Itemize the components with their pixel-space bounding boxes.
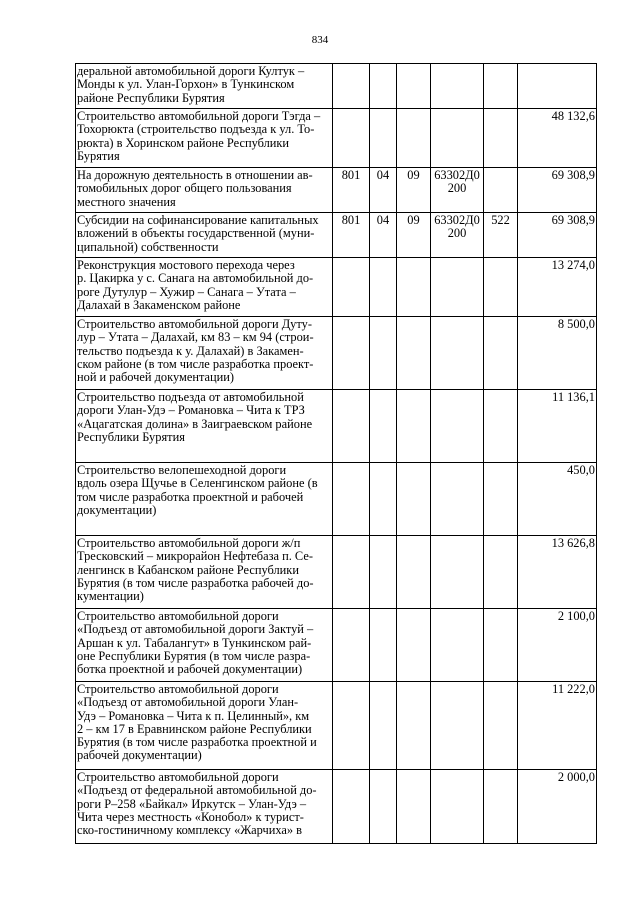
description-line: вложений в объекты государственной (муни- bbox=[77, 226, 315, 241]
budget-table bbox=[75, 63, 597, 844]
section-code bbox=[370, 109, 397, 168]
description-line: Строительство автомобильной дороги Дуту- bbox=[77, 317, 312, 331]
target-article-code bbox=[431, 317, 484, 390]
subsection-code bbox=[397, 64, 431, 109]
description-line: тельство подъезда к у. Далахай) в Закамен- bbox=[77, 343, 304, 358]
expense-type-code bbox=[484, 463, 518, 536]
section-code bbox=[370, 390, 397, 463]
table-row bbox=[76, 609, 597, 682]
subsection-code bbox=[397, 390, 431, 463]
expense-type-code bbox=[484, 109, 518, 168]
ministry-code bbox=[333, 390, 370, 463]
target-article-code bbox=[431, 609, 484, 682]
ministry-code: 801 bbox=[333, 168, 370, 213]
table-row bbox=[76, 536, 597, 609]
target-code-line: 200 bbox=[447, 181, 467, 196]
description-line: Чита через местность «Конобол» к турист- bbox=[77, 809, 304, 824]
ministry-code bbox=[333, 536, 370, 609]
table-row bbox=[76, 258, 597, 317]
description-line: Строительство автомобильной дороги bbox=[77, 609, 279, 623]
description-line: Аршан к ул. Табалангут» в Тункинском рай- bbox=[77, 635, 312, 650]
description-line: рюкта) в Хоринском районе Республики bbox=[77, 135, 290, 150]
description-line: кументации) bbox=[77, 589, 144, 604]
description-line: Строительство подъезда от автомобильной bbox=[77, 390, 304, 404]
description-line: «Подъезд от автомобильной дороги Зактуй – bbox=[77, 622, 314, 637]
section-code bbox=[370, 317, 397, 390]
description-line: Удэ – Романовка – Чита к п. Целинный», км bbox=[77, 708, 310, 723]
description-line: документации) bbox=[77, 502, 157, 517]
description-line: Строительство автомобильной дороги Тэгда – bbox=[77, 109, 321, 123]
description-line: Строительство автомобильной дороги ж/п bbox=[77, 536, 301, 550]
description-line: районе Республики Бурятия bbox=[77, 90, 225, 105]
row-description bbox=[76, 317, 333, 390]
subsection-code: 09 bbox=[397, 213, 431, 258]
row-description bbox=[76, 168, 333, 213]
row-description bbox=[76, 463, 333, 536]
description-line: вдоль озера Щучье в Селенгинском районе (в bbox=[77, 476, 318, 491]
description-line: ско-гостиничному комплексу «Жарчиха» в bbox=[77, 823, 303, 838]
section-code bbox=[370, 770, 397, 844]
target-code-line: 63302Д0 bbox=[434, 213, 480, 227]
subsection-code bbox=[397, 463, 431, 536]
description-line: ботка проектной и рабочей документации) bbox=[77, 662, 303, 677]
row-description bbox=[76, 536, 333, 609]
expense-type-code bbox=[484, 258, 518, 317]
ministry-code bbox=[333, 463, 370, 536]
table-row bbox=[76, 64, 597, 109]
section-code bbox=[370, 463, 397, 536]
description-line: Строительство автомобильной дороги bbox=[77, 770, 279, 784]
row-description bbox=[76, 682, 333, 770]
description-line: Бурятия bbox=[77, 148, 120, 163]
ministry-code: 801 bbox=[333, 213, 370, 258]
ministry-code bbox=[333, 258, 370, 317]
description-line: «Подъезд от автомобильной дороги Улан- bbox=[77, 695, 299, 710]
amount: 13 626,8 bbox=[518, 536, 597, 609]
description-line: деральной автомобильной дороги Култук – bbox=[77, 64, 305, 78]
description-line: «Ацагатская долина» в Заиграевском районе bbox=[77, 416, 313, 431]
expense-type-code bbox=[484, 390, 518, 463]
amount: 69 308,9 bbox=[518, 168, 597, 213]
row-description bbox=[76, 109, 333, 168]
expense-type-code bbox=[484, 682, 518, 770]
row-description bbox=[76, 390, 333, 463]
amount: 11 222,0 bbox=[518, 682, 597, 770]
table-row bbox=[76, 463, 597, 536]
target-code-line: 63302Д0 bbox=[434, 168, 480, 182]
description-line: ципальной) собственности bbox=[77, 239, 219, 254]
row-description bbox=[76, 609, 333, 682]
subsection-code bbox=[397, 682, 431, 770]
target-article-code bbox=[431, 536, 484, 609]
expense-type-code bbox=[484, 536, 518, 609]
section-code bbox=[370, 536, 397, 609]
description-line: Республики Бурятия bbox=[77, 429, 185, 444]
section-code: 04 bbox=[370, 213, 397, 258]
table-row bbox=[76, 213, 597, 258]
target-article-code bbox=[431, 258, 484, 317]
description-line: томобильных дорог общего пользования bbox=[77, 181, 292, 196]
description-line: дороги Улан-Удэ – Романовка – Чита к ТРЗ bbox=[77, 403, 305, 418]
description-line: На дорожную деятельность в отношении ав- bbox=[77, 168, 313, 182]
description-line: «Подъезд от федеральной автомобильной до- bbox=[77, 783, 317, 798]
description-line: лур – Утата – Далахай, км 83 – км 94 (строи- bbox=[77, 330, 314, 345]
ministry-code bbox=[333, 109, 370, 168]
description-line: ной и рабочей документации) bbox=[77, 370, 235, 385]
section-code: 04 bbox=[370, 168, 397, 213]
description-line: 2 – км 17 в Еравнинском районе Республики bbox=[77, 721, 312, 736]
expense-type-code: 522 bbox=[484, 213, 518, 258]
description-line: Реконструкция мостового перехода через bbox=[77, 258, 295, 272]
section-code bbox=[370, 258, 397, 317]
description-line: роги Р–258 «Байкал» Иркутск – Улан-Удэ – bbox=[77, 796, 307, 811]
row-description bbox=[76, 213, 333, 258]
ministry-code bbox=[333, 317, 370, 390]
expense-type-code bbox=[484, 609, 518, 682]
target-article-code bbox=[431, 770, 484, 844]
row-description bbox=[76, 258, 333, 317]
description-line: Бурятия (в том числе разработка рабочей до- bbox=[77, 575, 314, 590]
amount: 11 136,1 bbox=[518, 390, 597, 463]
page-number: 834 bbox=[311, 34, 329, 46]
amount: 450,0 bbox=[518, 463, 597, 536]
subsection-code: 09 bbox=[397, 168, 431, 213]
expense-type-code bbox=[484, 770, 518, 844]
target-article-code bbox=[431, 168, 484, 213]
subsection-code bbox=[397, 609, 431, 682]
description-line: рабочей документации) bbox=[77, 748, 202, 763]
subsection-code bbox=[397, 317, 431, 390]
description-line: оне Республики Бурятия (в том числе разра- bbox=[77, 648, 311, 663]
table-row bbox=[76, 109, 597, 168]
subsection-code bbox=[397, 109, 431, 168]
amount: 2 000,0 bbox=[518, 770, 597, 844]
description-line: роге Дутулур – Хужир – Санага – Утата – bbox=[77, 284, 296, 299]
target-article-code bbox=[431, 213, 484, 258]
table-row bbox=[76, 168, 597, 213]
ministry-code bbox=[333, 609, 370, 682]
description-line: Далахай в Закаменском районе bbox=[77, 297, 241, 312]
description-line: том числе разработка проектной и рабочей bbox=[77, 489, 304, 504]
ministry-code bbox=[333, 64, 370, 109]
amount: 48 132,6 bbox=[518, 109, 597, 168]
description-line: Монды к ул. Улан-Горхон» в Тункинском bbox=[77, 77, 295, 92]
description-line: Тресковский – микрорайон Нефтебаза п. Се- bbox=[77, 549, 313, 564]
ministry-code bbox=[333, 770, 370, 844]
table-body bbox=[76, 64, 597, 844]
row-description bbox=[76, 64, 333, 109]
section-code bbox=[370, 682, 397, 770]
amount: 8 500,0 bbox=[518, 317, 597, 390]
expense-type-code bbox=[484, 168, 518, 213]
description-line: ленгинск в Кабанском районе Республики bbox=[77, 562, 299, 577]
amount: 69 308,9 bbox=[518, 213, 597, 258]
description-line: р. Цакирка у с. Санага на автомобильной до- bbox=[77, 271, 314, 286]
row-description bbox=[76, 770, 333, 844]
target-article-code bbox=[431, 64, 484, 109]
expense-type-code bbox=[484, 64, 518, 109]
amount bbox=[518, 64, 597, 109]
subsection-code bbox=[397, 536, 431, 609]
target-article-code bbox=[431, 390, 484, 463]
target-article-code bbox=[431, 109, 484, 168]
description-line: Субсидии на софинансирование капитальных bbox=[77, 213, 319, 227]
section-code bbox=[370, 609, 397, 682]
subsection-code bbox=[397, 258, 431, 317]
target-article-code bbox=[431, 682, 484, 770]
description-line: местного значения bbox=[77, 194, 176, 209]
description-line: Строительство автомобильной дороги bbox=[77, 682, 279, 696]
table-row bbox=[76, 682, 597, 770]
amount: 2 100,0 bbox=[518, 609, 597, 682]
section-code bbox=[370, 64, 397, 109]
expense-type-code bbox=[484, 317, 518, 390]
table-row bbox=[76, 317, 597, 390]
ministry-code bbox=[333, 682, 370, 770]
table-row bbox=[76, 390, 597, 463]
table-row bbox=[76, 770, 597, 844]
description-line: Бурятия (в том числе разработка проектной и bbox=[77, 735, 317, 750]
amount: 13 274,0 bbox=[518, 258, 597, 317]
description-line: ском районе (в том числе разработка проект- bbox=[77, 356, 314, 371]
subsection-code bbox=[397, 770, 431, 844]
target-code-line: 200 bbox=[447, 226, 467, 241]
target-article-code bbox=[431, 463, 484, 536]
description-line: Строительство велопешеходной дороги bbox=[77, 463, 287, 477]
description-line: Тохорюкта (строительство подъезда к ул. То- bbox=[77, 122, 315, 137]
